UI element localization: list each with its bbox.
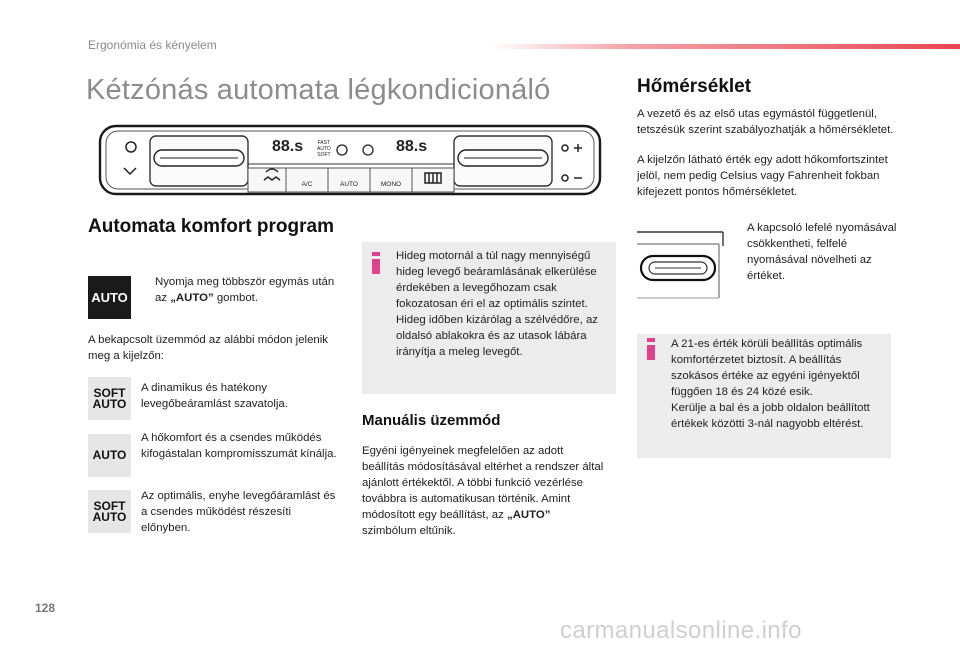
auto-step-text: Nyomja meg többször egymás után az „AUTO” gombot.	[155, 276, 335, 304]
panel-ac-button: A/C	[301, 181, 313, 188]
auto-intro-text: A bekapcsolt üzemmód az alábbi módon jelenik meg a kijelzőn:	[88, 334, 328, 362]
auto-button-label: AUTO	[91, 290, 128, 305]
mode-text-1: A dinamikus és hatékony levegőbeáramlást szavatolja.	[141, 382, 288, 410]
temperature-step-text: A kapcsoló lefelé nyomásával csökkentheti, felfelé nyomásával növelheti az értéket.	[747, 222, 897, 282]
section-label: Ergonómia és kényelem	[88, 38, 217, 52]
panel-temp-left: 88.s	[272, 138, 304, 155]
mode-badge-auto: AUTO	[88, 434, 131, 477]
cold-engine-note	[362, 242, 616, 394]
panel-auto-button: AUTO	[340, 181, 358, 188]
auto-button-image	[88, 276, 131, 319]
panel-mono-button: MONO	[380, 181, 402, 188]
mode-text-3: Az optimális, enyhe levegőáramlást és a csendes működést részesíti előnyben.	[141, 490, 336, 534]
temperature-note-text: A 21-es érték körüli beállítás optimális komfortérzetet biztosít. A beállítás szokásos értéke az egyéni igényektől függően 18 és 24 közé esik. Kerülje a bal és a jobb oldalon beállított értékek közötti 3-nál nagyobb eltérést.	[671, 338, 870, 430]
panel-mode-indicator: FAST AUTO SOFT	[317, 140, 331, 158]
temperature-para-2: A kijelzőn látható érték egy adott hőkomfortszintet jelöl, nem pedig Celsius vagy Fahrenheit fokban kifejezett pontos hőmérsékletet.	[637, 154, 888, 198]
page-number: 128	[35, 601, 56, 615]
temperature-step	[737, 220, 897, 284]
temperature-para-1: A vezető és az első utas egymástól függetlenül, tetszésük szerint szabályozhatják a hőmérsékletet.	[637, 108, 894, 136]
info-icon	[647, 338, 655, 360]
mode-text-2: A hőkomfort és a csendes működés kifogástalan kompromisszumát kínálja.	[141, 432, 337, 460]
page-title: Kétzónás automata légkondicionáló	[86, 74, 551, 106]
manual-text: Egyéni igényeinek megfelelően az adott beállítás módosításával eltérhet a rendszer által ajánlott értékektől. A többi funkció vezérlése továbbra is automatikusan történik. Amint módosított egy beállítást, az „AUTO” szimbólum eltűnik.	[362, 445, 604, 537]
temperature-note	[637, 334, 891, 458]
auto-step	[145, 274, 345, 306]
watermark: carmanualsonline.info	[560, 617, 802, 644]
temperature-wheel-image	[637, 224, 731, 302]
mode-badge-soft-auto-2: SOFT AUTO	[88, 490, 131, 533]
temperature-heading: Hőmérséklet	[637, 76, 752, 97]
manual-heading: Manuális üzemmód	[362, 412, 501, 429]
header-accent-bar	[490, 44, 960, 49]
panel-temp-right: 88.s	[396, 138, 428, 155]
auto-program-heading: Automata komfort program	[88, 216, 334, 237]
climate-panel-illustration	[96, 120, 606, 200]
cold-engine-note-text: Hideg motornál a túl nagy mennyiségű hideg levegő beáramlásának elkerülése érdekében a levegőhozam csak fokozatosan éri el az optimális szintet. Hideg időben kizárólag a szélvédőre, az oldalsó ablakokra és az utasok lábára irányítja a meleg levegőt.	[396, 250, 598, 358]
info-icon	[372, 252, 380, 274]
mode-badge-soft-auto-1: SOFT AUTO	[88, 377, 131, 420]
